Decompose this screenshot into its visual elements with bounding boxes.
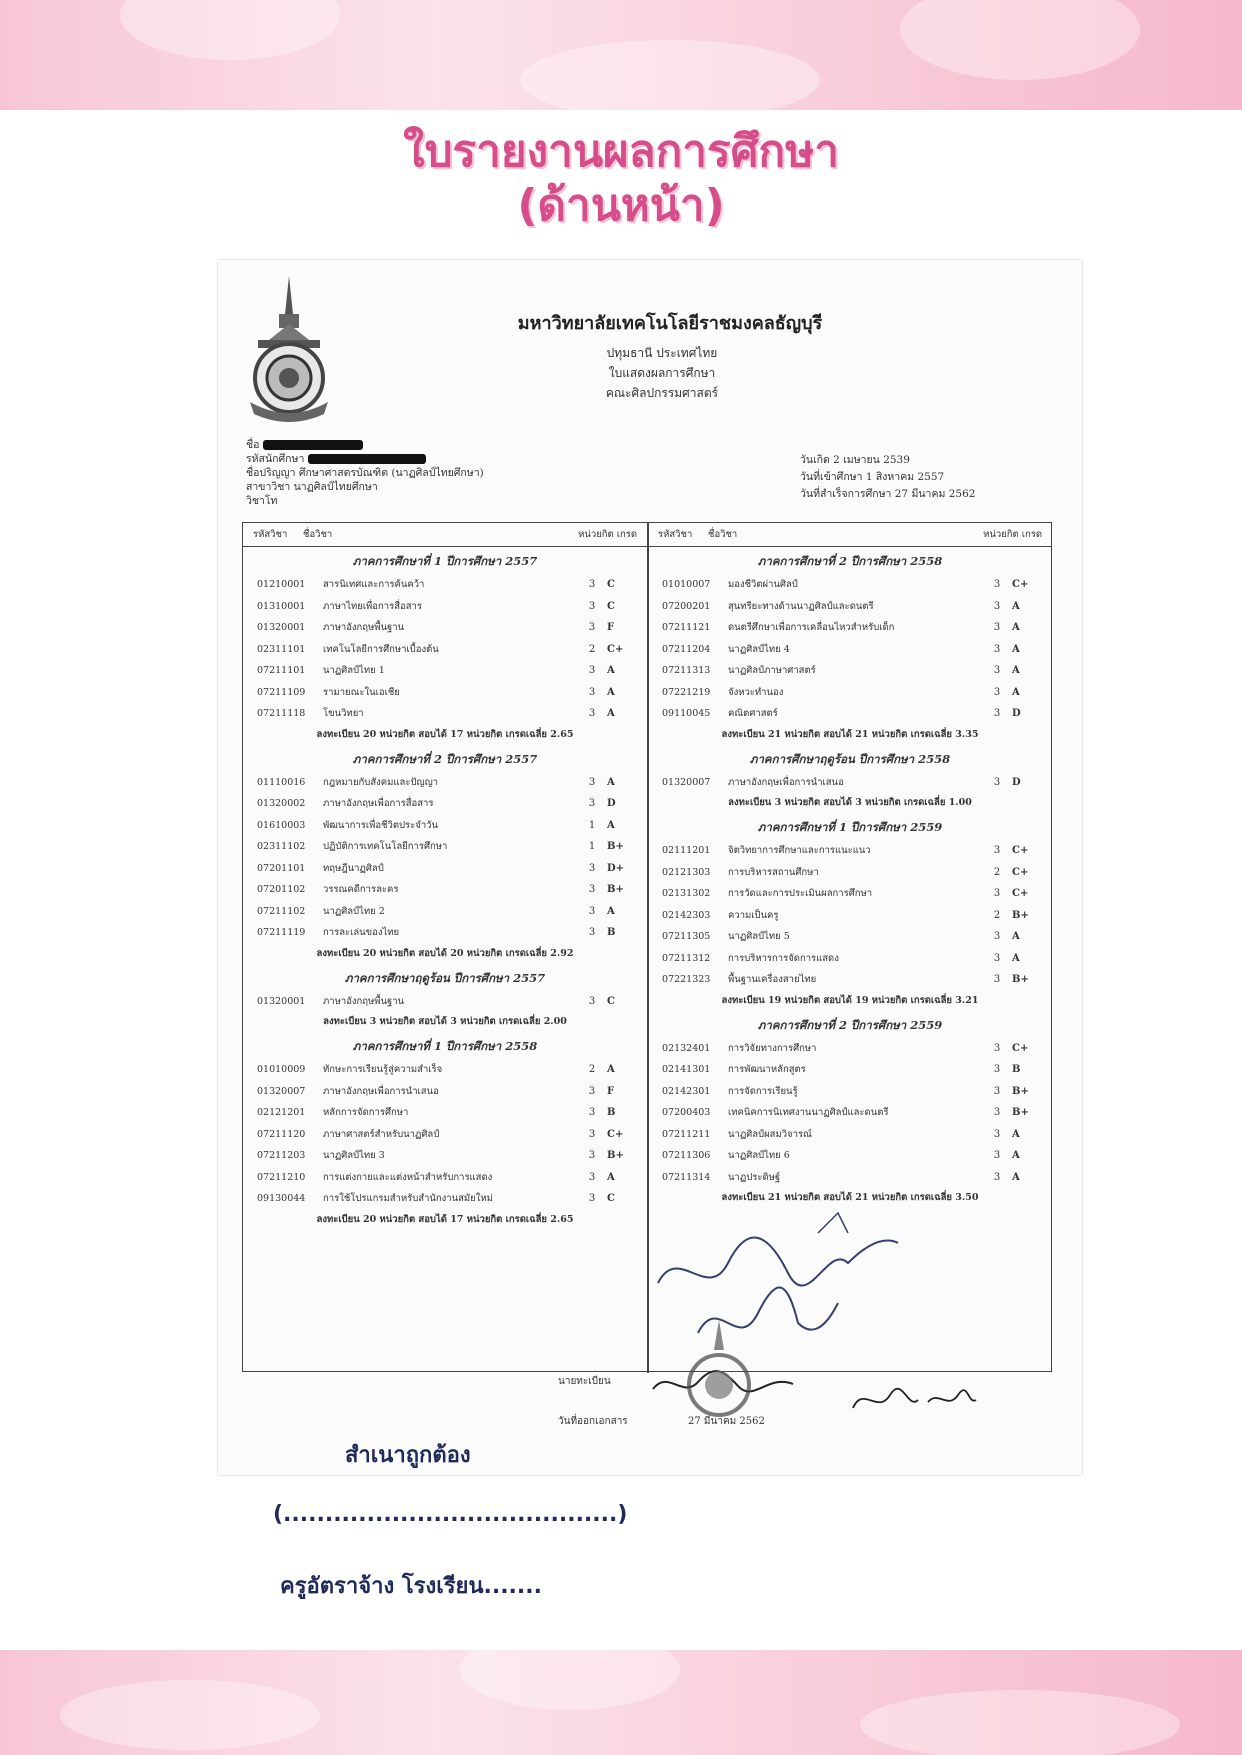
course-grade: A	[607, 776, 615, 788]
course-grade: B	[607, 1107, 616, 1119]
course-name: การวัดและการประเมินผลการศึกษา	[728, 888, 873, 900]
course-grade: D	[607, 798, 616, 810]
course-code: 02141301	[662, 1064, 711, 1076]
course-grade: C	[607, 1193, 615, 1205]
course-code: 02111201	[662, 845, 711, 857]
course-code: 01210001	[257, 579, 306, 591]
course-name: การบริหารการจัดการแสดง	[728, 952, 839, 964]
course-code: 01320007	[662, 776, 711, 788]
course-name: คณิตศาสตร์	[728, 708, 778, 720]
course-code: 07200201	[662, 600, 711, 612]
table-row	[243, 858, 647, 880]
course-name: การจัดการเรียนรู้	[728, 1085, 798, 1097]
course-code: 07211204	[662, 643, 711, 655]
table-row	[243, 596, 647, 618]
course-grade: F	[607, 1085, 615, 1097]
course-grade: B	[1012, 1064, 1021, 1076]
course-credit: 3	[993, 1107, 1001, 1119]
birth-date: วันเกิด 2 เมษายน 2539	[800, 454, 910, 466]
course-credit: 3	[993, 579, 1001, 591]
table-row	[648, 883, 1052, 905]
course-name: ภาษาอังกฤษเพื่อการนำเสนอ	[323, 1085, 439, 1097]
admission-date: วันที่เข้าศึกษา 1 สิงหาคม 2557	[800, 471, 945, 483]
degree-line: ชื่อปริญญา ศึกษาศาสตรบัณฑิต (นาฏศิลป์ไทยศึกษา)	[246, 467, 484, 479]
course-credit: 1	[588, 819, 596, 831]
table-row	[243, 682, 647, 704]
course-code: 02311101	[257, 643, 306, 655]
course-credit: 3	[588, 776, 596, 788]
course-code: 07211120	[257, 1128, 306, 1140]
course-code: 07211312	[662, 952, 711, 964]
course-name: วรรณคดีการละคร	[323, 884, 399, 896]
course-name: พัฒนาการเพื่อชีวิตประจำวัน	[323, 819, 438, 831]
course-grade: A	[607, 905, 615, 917]
table-row	[648, 574, 1052, 596]
table-row	[648, 1059, 1052, 1081]
course-grade: B+	[1012, 1107, 1029, 1119]
course-grade: A	[607, 665, 615, 677]
course-grade: C+	[1012, 888, 1029, 900]
course-name: นาฏศิลป์ภาษาศาสตร์	[728, 665, 816, 677]
course-name: ภาษาศาสตร์สำหรับนาฏศิลป์	[323, 1128, 440, 1140]
course-credit: 3	[588, 708, 596, 720]
course-name: สารนิเทศและการค้นคว้า	[323, 579, 425, 591]
course-credit: 3	[993, 1128, 1001, 1140]
course-credit: 3	[993, 931, 1001, 943]
left-column-header	[243, 523, 647, 547]
course-name: รามายณะในเอเชีย	[323, 686, 400, 698]
table-row	[243, 1145, 647, 1167]
term-summary: ลงทะเบียน 20 หน่วยกิต สอบได้ 20 หน่วยกิต เกรดเฉลี่ย 2.92	[316, 947, 574, 959]
header-code: รหัสวิชา	[658, 529, 693, 540]
course-name: ดนตรีศึกษาเพื่อการเคลื่อนไหวสำหรับเด็ก	[728, 622, 895, 634]
course-grade: C+	[607, 1128, 624, 1140]
term-title: ภาคการศึกษาที่ 2 ปีการศึกษา 2559	[757, 1017, 943, 1032]
course-code: 07200403	[662, 1107, 711, 1119]
course-credit: 3	[588, 665, 596, 677]
course-name: นาฏศิลป์ผสมวิจารณ์	[728, 1128, 812, 1140]
course-credit: 3	[993, 665, 1001, 677]
course-name: การวิจัยทางการศึกษา	[728, 1042, 817, 1054]
course-credit: 3	[588, 600, 596, 612]
course-credit: 3	[588, 1150, 596, 1162]
term-title: ภาคการศึกษาที่ 2 ปีการศึกษา 2558	[757, 554, 943, 568]
term-title: ภาคการศึกษาฤดูร้อน ปีการศึกษา 2557	[344, 970, 546, 985]
page-subtitle: (ด้านหน้า)	[517, 180, 725, 231]
graduation-date: วันที่สำเร็จการศึกษา 27 มีนาคม 2562	[800, 488, 976, 500]
table-row	[648, 617, 1052, 639]
course-code: 07211101	[257, 665, 306, 677]
course-grade: C+	[1012, 866, 1029, 878]
course-name: ภาษาอังกฤษพื้นฐาน	[323, 622, 405, 634]
transcript-scan	[218, 260, 1082, 1475]
course-code: 07221323	[662, 974, 711, 986]
course-credit: 3	[588, 1193, 596, 1205]
table-row	[243, 617, 647, 639]
course-code: 01110016	[257, 776, 306, 788]
course-name: นาฏศิลป์ไทย 2	[323, 905, 385, 917]
course-credit: 3	[588, 862, 596, 874]
course-code: 01320001	[257, 995, 306, 1007]
table-row	[648, 948, 1052, 970]
course-code: 01610003	[257, 819, 306, 831]
course-grade: A	[1012, 600, 1020, 612]
course-credit: 3	[588, 905, 596, 917]
course-grade: B+	[607, 1150, 624, 1162]
course-name: การแต่งกายและแต่งหน้าสำหรับการแสดง	[323, 1171, 493, 1183]
table-row	[648, 1081, 1052, 1103]
course-credit: 3	[993, 622, 1001, 634]
course-code: 02142303	[662, 909, 711, 921]
page-title: ใบรายงานผลการศึกษา	[403, 126, 839, 177]
course-grade: A	[607, 708, 615, 720]
term-title: ภาคการศึกษาที่ 1 ปีการศึกษา 2557	[352, 554, 538, 568]
course-name: ทฤษฎีนาฏศิลป์	[323, 862, 384, 874]
course-code: 07211119	[257, 927, 306, 939]
course-credit: 3	[588, 1085, 596, 1097]
course-grade: A	[1012, 952, 1020, 964]
term-summary: ลงทะเบียน 21 หน่วยกิต สอบได้ 21 หน่วยกิต เกรดเฉลี่ย 3.35	[721, 728, 979, 740]
course-grade: A	[607, 1064, 615, 1076]
registrar-label: นายทะเบียน	[558, 1376, 611, 1387]
dean-signature	[848, 1380, 978, 1420]
course-credit: 3	[993, 974, 1001, 986]
course-grade: D	[1012, 708, 1021, 720]
table-row	[648, 639, 1052, 661]
course-credit: 3	[993, 1064, 1001, 1076]
course-code: 02142301	[662, 1085, 711, 1097]
course-code: 01310001	[257, 600, 306, 612]
course-grade: C	[607, 579, 615, 591]
course-credit: 3	[588, 798, 596, 810]
course-code: 07211102	[257, 905, 306, 917]
course-grade: B+	[1012, 1085, 1029, 1097]
course-code: 07211203	[257, 1150, 306, 1162]
table-row	[243, 660, 647, 682]
course-grade: F	[607, 622, 615, 634]
table-row	[243, 879, 647, 901]
faculty-name: คณะศิลปกรรมศาสตร์	[605, 386, 719, 400]
university-location: ปทุมธานี ประเทศไทย	[606, 346, 718, 360]
header-name: ชื่อวิชา	[708, 529, 738, 540]
course-grade: A	[1012, 1150, 1020, 1162]
course-code: 01320001	[257, 622, 306, 634]
registrar-area	[558, 1370, 1058, 1475]
redacted-name	[263, 440, 363, 450]
table-row	[243, 639, 647, 661]
term-title: ภาคการศึกษาที่ 2 ปีการศึกษา 2557	[352, 751, 538, 766]
course-grade: B+	[607, 884, 624, 896]
course-name: พื้นฐานเครื่องสายไทย	[728, 974, 817, 986]
left-terms	[243, 553, 647, 1230]
course-grade: C	[607, 995, 615, 1007]
course-name: นาฏศิลป์ไทย 3	[323, 1150, 385, 1162]
course-name: กฎหมายกับสังคมและปัญญา	[323, 776, 438, 788]
course-name: การละเล่นของไทย	[323, 927, 400, 939]
course-credit: 3	[993, 708, 1001, 720]
course-credit: 3	[993, 643, 1001, 655]
course-name: นาฏศิลป์ไทย 1	[323, 665, 385, 677]
course-credit: 3	[993, 1171, 1001, 1183]
course-name: มองชีวิตผ่านศิลป์	[728, 579, 798, 591]
minor-line: วิชาโท	[246, 495, 278, 507]
university-name: มหาวิทยาลัยเทคโนโลยีราชมงคลธัญบุรี	[517, 313, 823, 334]
course-name: ภาษาอังกฤษพื้นฐาน	[323, 995, 405, 1007]
course-name: สุนทรียะทางด้านนาฏศิลป์และดนตรี	[728, 600, 874, 612]
course-credit: 2	[993, 866, 1001, 878]
course-name: โขนวิทยา	[323, 708, 364, 720]
course-credit: 3	[588, 995, 596, 1007]
course-code: 09130044	[257, 1193, 306, 1205]
term-title: ภาคการศึกษาที่ 1 ปีการศึกษา 2559	[757, 820, 943, 834]
course-credit: 3	[588, 1171, 596, 1183]
course-code: 07211211	[662, 1128, 711, 1140]
course-grade: B+	[607, 841, 624, 853]
course-name: นาฏประดิษฐ์	[728, 1171, 781, 1183]
table-row	[243, 836, 647, 858]
course-grade: A	[1012, 643, 1020, 655]
course-grade: B+	[1012, 909, 1029, 921]
course-grade: A	[607, 686, 615, 698]
top-decorative-band	[0, 0, 1242, 110]
signature-placeholder: (........................................)	[273, 1502, 628, 1527]
course-grade: A	[607, 1171, 615, 1183]
table-row	[243, 1188, 647, 1210]
course-credit: 3	[588, 1128, 596, 1140]
name-label: ชื่อ	[246, 439, 260, 451]
course-code: 07201102	[257, 884, 306, 896]
course-code: 07211121	[662, 622, 711, 634]
course-grade: C	[607, 600, 615, 612]
term-summary: ลงทะเบียน 19 หน่วยกิต สอบได้ 19 หน่วยกิต เกรดเฉลี่ย 3.21	[721, 994, 979, 1006]
student-dates	[800, 452, 975, 503]
course-name: นาฏศิลป์ไทย 5	[728, 931, 790, 943]
header-name: ชื่อวิชา	[303, 529, 333, 540]
official-seal-icon	[674, 1320, 764, 1425]
term-title: ภาคการศึกษาที่ 1 ปีการศึกษา 2558	[352, 1039, 538, 1053]
term-summary: ลงทะเบียน 20 หน่วยกิต สอบได้ 17 หน่วยกิต เกรดเฉลี่ย 2.65	[316, 728, 574, 740]
grades-table	[242, 522, 1052, 1372]
table-row	[243, 772, 647, 794]
course-name: ภาษาไทยเพื่อการสื่อสาร	[323, 600, 422, 612]
certified-copy-text: สำเนาถูกต้อง	[345, 1443, 471, 1468]
table-row	[243, 1167, 647, 1189]
table-row	[648, 926, 1052, 948]
course-code: 07211109	[257, 686, 306, 698]
course-grade: D	[1012, 776, 1021, 788]
table-row	[243, 703, 647, 725]
term-summary: ลงทะเบียน 3 หน่วยกิต สอบได้ 3 หน่วยกิต เกรดเฉลี่ย 1.00	[728, 797, 972, 808]
term-title: ภาคการศึกษาฤดูร้อน ปีการศึกษา 2558	[749, 751, 951, 766]
table-row	[243, 1102, 647, 1124]
table-row	[243, 901, 647, 923]
redacted-student-id	[308, 454, 426, 464]
course-credit: 2	[588, 1064, 596, 1076]
table-row	[648, 703, 1052, 725]
course-credit: 3	[588, 686, 596, 698]
course-code: 07211305	[662, 931, 711, 943]
course-name: เทคนิคการนิเทศงานนาฏศิลป์และดนตรี	[728, 1107, 889, 1119]
course-name: การพัฒนาหลักสูตร	[728, 1064, 806, 1076]
issue-date-value: 27 มีนาคม 2562	[688, 1416, 765, 1427]
course-name: การบริหารสถานศึกษา	[728, 866, 819, 878]
course-name: เทคโนโลยีการศึกษาเบื้องต้น	[323, 643, 439, 655]
table-row	[243, 922, 647, 944]
course-code: 07221219	[662, 686, 711, 698]
course-code: 02311102	[257, 841, 306, 853]
course-credit: 3	[993, 686, 1001, 698]
course-credit: 3	[993, 1042, 1001, 1054]
course-grade: C+	[1012, 1042, 1029, 1054]
course-grade: D+	[607, 862, 625, 874]
course-credit: 1	[588, 841, 596, 853]
course-credit: 3	[588, 1107, 596, 1119]
course-code: 01010007	[662, 579, 711, 591]
course-grade: A	[1012, 622, 1020, 634]
table-row	[648, 840, 1052, 862]
course-code: 09110045	[662, 708, 711, 720]
course-name: นาฏศิลป์ไทย 6	[728, 1150, 790, 1162]
course-grade: A	[1012, 1128, 1020, 1140]
course-code: 07211314	[662, 1171, 711, 1183]
course-credit: 3	[588, 884, 596, 896]
course-code: 07211306	[662, 1150, 711, 1162]
course-name: ความเป็นครู	[728, 909, 779, 921]
course-name: นาฏศิลป์ไทย 4	[728, 643, 790, 655]
position-text: ครูอัตราจ้าง โรงเรียน.......	[280, 1574, 542, 1599]
course-name: ภาษาอังกฤษเพื่อการนำเสนอ	[728, 776, 844, 788]
left-column	[243, 523, 647, 1373]
table-row	[648, 772, 1052, 794]
table-row	[243, 815, 647, 837]
course-credit: 3	[588, 579, 596, 591]
table-row	[648, 1038, 1052, 1060]
course-grade: A	[607, 819, 615, 831]
course-credit: 3	[993, 1150, 1001, 1162]
course-grade: B+	[1012, 974, 1029, 986]
course-code: 02121201	[257, 1107, 306, 1119]
table-row	[648, 1124, 1052, 1146]
term-summary: ลงทะเบียน 20 หน่วยกิต สอบได้ 17 หน่วยกิต เกรดเฉลี่ย 2.65	[316, 1213, 574, 1225]
course-credit: 3	[993, 776, 1001, 788]
term-summary: ลงทะเบียน 3 หน่วยกิต สอบได้ 3 หน่วยกิต เกรดเฉลี่ย 2.00	[323, 1016, 567, 1027]
course-code: 02131302	[662, 888, 711, 900]
course-credit: 3	[993, 952, 1001, 964]
course-code: 02121303	[662, 866, 711, 878]
course-grade: A	[1012, 665, 1020, 677]
course-code: 07211210	[257, 1171, 306, 1183]
table-row	[648, 682, 1052, 704]
course-credit: 3	[993, 600, 1001, 612]
course-credit: 3	[993, 845, 1001, 857]
course-code: 01320002	[257, 798, 306, 810]
course-name: หลักการจัดการศึกษา	[323, 1107, 409, 1119]
course-grade: B	[607, 927, 616, 939]
table-row	[648, 596, 1052, 618]
course-name: จิตวิทยาการศึกษาและการแนะแนว	[728, 845, 871, 857]
course-grade: A	[1012, 931, 1020, 943]
course-code: 07201101	[257, 862, 306, 874]
major-line: สาขาวิชา นาฏศิลป์ไทยศึกษา	[246, 481, 378, 493]
issue-date-label: วันที่ออกเอกสาร	[558, 1416, 628, 1427]
document-name: ใบแสดงผลการศึกษา	[608, 366, 716, 380]
right-column-header	[648, 523, 1052, 547]
student-id-label: รหัสนักศึกษา	[246, 453, 305, 465]
course-credit: 3	[588, 622, 596, 634]
table-row	[243, 1081, 647, 1103]
course-name: ปฏิบัติการเทคโนโลยีการศึกษา	[323, 841, 448, 853]
bottom-decorative-band	[0, 1650, 1242, 1755]
student-info	[246, 438, 484, 508]
course-credit: 3	[588, 927, 596, 939]
table-row	[243, 991, 647, 1013]
course-code: 07211118	[257, 708, 306, 720]
header-code: รหัสวิชา	[253, 529, 288, 540]
course-name: การใช้โปรแกรมสำหรับสำนักงานสมัยใหม่	[323, 1193, 493, 1205]
course-code: 01320007	[257, 1085, 306, 1097]
table-row	[243, 1059, 647, 1081]
course-name: ภาษาอังกฤษเพื่อการสื่อสาร	[323, 798, 434, 810]
right-terms	[648, 553, 1052, 1208]
header-credit-grade: หน่วยกิต เกรด	[983, 529, 1042, 540]
course-credit: 3	[993, 1085, 1001, 1097]
course-name: จังหวะทำนอง	[728, 686, 784, 698]
course-credit: 3	[993, 888, 1001, 900]
table-row	[648, 905, 1052, 927]
course-grade: C+	[607, 643, 624, 655]
table-row	[648, 1145, 1052, 1167]
course-code: 07211313	[662, 665, 711, 677]
table-row	[648, 660, 1052, 682]
table-row	[243, 793, 647, 815]
table-row	[648, 969, 1052, 991]
term-summary: ลงทะเบียน 21 หน่วยกิต สอบได้ 21 หน่วยกิต เกรดเฉลี่ย 3.50	[721, 1192, 979, 1203]
course-grade: C+	[1012, 579, 1029, 591]
table-row	[648, 1102, 1052, 1124]
course-grade: C+	[1012, 845, 1029, 857]
course-grade: A	[1012, 686, 1020, 698]
course-code: 02132401	[662, 1042, 711, 1054]
course-code: 01010009	[257, 1064, 306, 1076]
table-row	[648, 862, 1052, 884]
course-grade: A	[1012, 1171, 1020, 1183]
course-name: ทักษะการเรียนรู้สู่ความสำเร็จ	[323, 1064, 443, 1076]
header-credit-grade: หน่วยกิต เกรด	[578, 529, 637, 540]
table-row	[243, 574, 647, 596]
course-credit: 2	[993, 909, 1001, 921]
table-row	[243, 1124, 647, 1146]
course-credit: 2	[588, 643, 596, 655]
